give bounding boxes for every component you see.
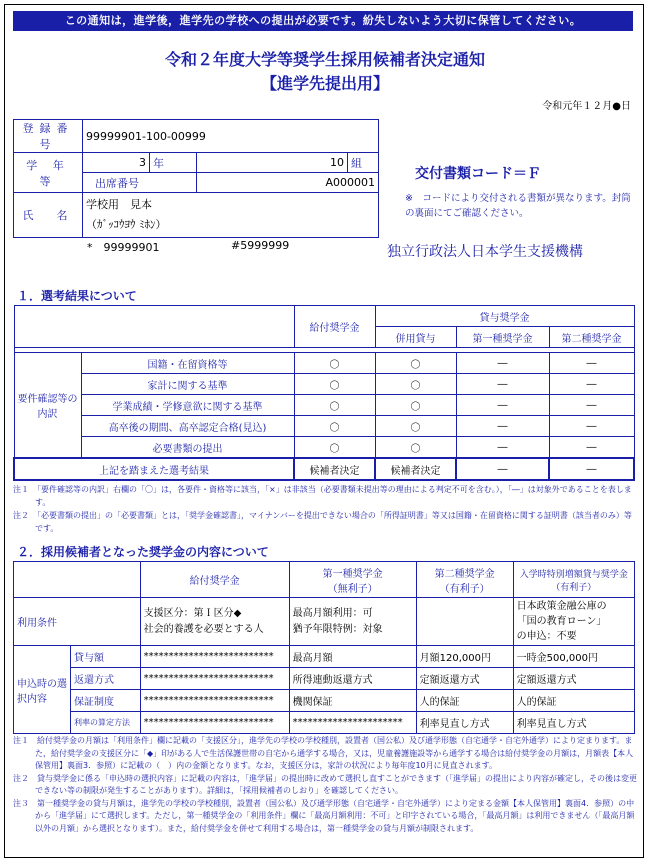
attendance-label: 出席番号 (83, 173, 197, 193)
choice-cell: 所得連動返還方式 (289, 668, 416, 690)
dai1-subheader: （無利子） (327, 583, 378, 595)
result-cell: ― (456, 374, 549, 395)
kyufu-header: 給付奨学金 (294, 306, 375, 348)
student-kana: （ｶﾞｯｺｳﾖｳ ﾐﾎﾝ） (86, 218, 167, 231)
result-cell: 〇 (294, 437, 375, 459)
page-title: 令和２年度大学等奨学生採用候補者決定通知 (164, 50, 485, 69)
nyugaku-subheader: （有利子） (551, 582, 597, 593)
notice-page (4, 4, 644, 858)
warning-banner: この通知は，進学後，進学先の学校への提出が必要です。紛失しないよう大切に保管してください。 (13, 11, 633, 31)
nyugaku-condition: 日本政策金融公庫の (516, 601, 607, 612)
choice-cell: ************************** (140, 668, 289, 690)
result-cell: ― (456, 437, 549, 459)
grade-label: 学 年 等 (14, 153, 83, 193)
student-number: * 99999901 (87, 241, 160, 254)
reg-number-value: 99999901-100-00999 (83, 120, 379, 153)
result-cell: 〇 (294, 374, 375, 395)
result-cell: ― (549, 437, 634, 459)
section-2-heading: ２．採用候補者となった奨学金の内容について (17, 545, 269, 559)
application-choice-label: 申込時の選択内容 (14, 646, 71, 734)
document-code: 交付書類コード＝Ｆ (415, 166, 541, 182)
choice-cell: ********************** (289, 712, 416, 734)
kyufu-condition: 支援区分：第Ｉ区分◆ (143, 607, 242, 619)
result-cell: 〇 (294, 395, 375, 416)
result-cell: ― (549, 416, 634, 437)
choice-row-label: 利率の算定方法 (71, 712, 141, 734)
choice-cell: 機関保証 (289, 690, 416, 712)
result-cell: 〇 (375, 353, 456, 374)
scholarship-content-table (13, 561, 635, 734)
class-value: 10 (197, 153, 348, 173)
choice-cell: 一時金500,000円 (513, 646, 634, 668)
result-cell: ― (456, 416, 549, 437)
choice-cell: ************************** (140, 646, 289, 668)
dai2-header: 第二種奨学金 (549, 327, 634, 348)
choice-cell: 人的保証 (513, 690, 634, 712)
note: 注２ 貸与奨学金に係る「申込時の選択内容」に記載の内容は，「進学届」の提出時に改めて選択し直すことができます（「進学届」の提出により内容が確定し，その後は変更できない等の制限が発生することがあります）。詳細は，「採用候補者のしおり」を確認してください。 (13, 773, 637, 795)
result-cell: ― (456, 395, 549, 416)
final-result-label: 上記を踏まえた選考結果 (14, 458, 294, 480)
dai2-header: 第二種奨学金 (434, 568, 495, 580)
nyugaku-condition: の申込：不要 (516, 631, 577, 642)
note: 注２ 「必要書類の提出」の「必要書類」とは，「奨学金確認書」，マイナンバーを提出できない場合の「所得証明書」等又は国籍・在留資格に関する証明書（該当者のみ）等です。 (13, 511, 632, 533)
final-result-cell: 候補者決定 (375, 458, 456, 480)
student-name: 学校用 見本 (86, 198, 152, 211)
note: 注１ 「要件確認等の内訳」右欄の「〇」は，各要件・資格等に該当，「×」は非該当（必要書類未提出等の理由による判定不可を含む。），「―」は対象外であることを表します。 (13, 485, 632, 507)
req-row-label: 必要書類の提出 (81, 437, 294, 459)
document-code-note: ※ コードにより交付される書類が異なります。封筒の裏面にてご確認ください。 (405, 193, 631, 219)
result-cell: 〇 (294, 416, 375, 437)
choice-cell: ************************** (140, 712, 289, 734)
final-result-cell: ― (549, 458, 634, 480)
choice-cell: 利率見直し方式 (513, 712, 634, 734)
section-2-notes (13, 735, 637, 835)
dai2-subheader: （有利子） (439, 583, 490, 595)
req-row-label: 学業成績・学修意欲に関する基準 (81, 395, 294, 416)
organization-name: 独立行政法人日本学生支援機構 (387, 244, 583, 260)
choice-row-label: 貸与額 (71, 646, 141, 668)
grade-unit: 年 (150, 153, 197, 173)
choice-cell: 利率見直し方式 (416, 712, 513, 734)
class-unit: 組 (347, 153, 378, 173)
choice-cell: 人的保証 (416, 690, 513, 712)
result-cell: 〇 (375, 416, 456, 437)
choice-cell: 最高月額 (289, 646, 416, 668)
choice-row-label: 返還方式 (71, 668, 141, 690)
result-cell: ― (549, 353, 634, 374)
attendance-value: A000001 (197, 173, 379, 193)
student-id-table (13, 119, 379, 238)
requirements-label: 要件確認等の内訳 (14, 353, 81, 459)
school-number: #5999999 (231, 239, 290, 252)
nyugaku-condition: 「国の教育ローン」 (516, 616, 607, 627)
dai2-condition (416, 598, 513, 646)
final-result-cell: ― (456, 458, 549, 480)
choice-cell: 定額返還方式 (416, 668, 513, 690)
result-cell: ― (549, 374, 634, 395)
dai1-header: 第一種奨学金 (322, 568, 383, 580)
result-cell: 〇 (294, 353, 375, 374)
note: 注１ 給付奨学金の月額は「利用条件」欄に記載の「支援区分」，進学先の学校の学校種別，設置者（国公私）及び通学形態（自宅通学・自宅外通学）により定まります。また，給付奨学金の支援区分に「◆」印がある人で生活保護世帯の自宅から通学する場合，又は，児童養護施設等から通学する場合は給付奨学金の月額は，月額表【本人保管用】裏面3．参照）に記載の（ ）内の金額となります。なお，支援区分は，家計の状況により毎年度10月に見直されます。 (13, 736, 634, 770)
result-cell: ― (549, 395, 634, 416)
name-label: 氏 名 (14, 193, 83, 238)
selection-result-table (13, 305, 635, 481)
choice-cell: 月額120,000円 (416, 646, 513, 668)
kyufu-condition: 社会的養護を必要とする人 (143, 623, 264, 635)
kyufu-header: 給付奨学金 (140, 562, 289, 598)
result-cell: 〇 (375, 395, 456, 416)
choice-row-label: 保証制度 (71, 690, 141, 712)
section-1-heading: １．選考結果について (17, 289, 137, 303)
dai1-header: 第一種奨学金 (456, 327, 549, 348)
choice-cell: ************************** (140, 690, 289, 712)
req-row-label: 国籍・在留資格等 (81, 353, 294, 374)
req-row-label: 家計に関する基準 (81, 374, 294, 395)
result-cell: ― (456, 353, 549, 374)
page-subtitle: 【進学先提出用】 (260, 74, 389, 93)
result-cell: 〇 (375, 437, 456, 459)
conditions-label: 利用条件 (14, 598, 141, 646)
choice-cell: 定額返還方式 (513, 668, 634, 690)
dai1-condition: 最高月額利用：可 (292, 607, 373, 619)
heiyo-header: 併用貸与 (375, 327, 456, 348)
final-result-cell: 候補者決定 (294, 458, 375, 480)
note: 注３ 第一種奨学金の貸与月額は，進学先の学校の学校種別，設置者（国公私）及び通学形態（自宅通学・自宅外通学）により定まる金額【本人保管用】裏面4．参照）の中から「進学届」にて選択します。ただし，第一種奨学金の「利用条件」欄に「最高月額利用：不可」と印字されている場合，「最高月額」は利用できません（「最高月額以外の月額」から選択となります）。また，給付奨学金を併せて利用する場合は，第一種奨学金の貸与月額が制限されます。 (13, 798, 635, 833)
section-1-notes (13, 483, 637, 535)
req-row-label: 高卒後の期間、高卒認定合格(見込) (81, 416, 294, 437)
grade-value: 3 (83, 153, 150, 173)
taiyo-header: 貸与奨学金 (375, 306, 634, 327)
result-cell: 〇 (375, 374, 456, 395)
nyugaku-header: 入学時特別増額貸与奨学金 (519, 569, 628, 580)
reg-number-label: 登録番号 (14, 120, 83, 153)
issue-date: 令和元年１２月●日 (542, 101, 631, 112)
dai1-condition: 猶予年限特例：対象 (292, 623, 383, 635)
